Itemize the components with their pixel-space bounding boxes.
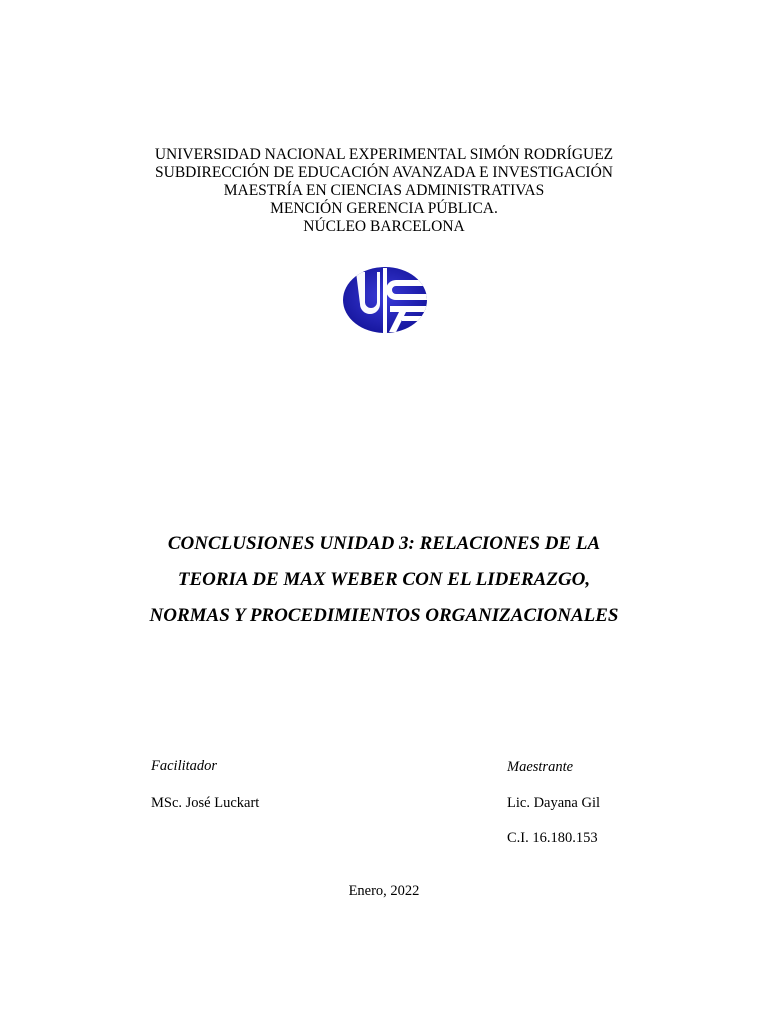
header-line-mention: MENCIÓN GERENCIA PÚBLICA. (270, 200, 498, 217)
header-line-subdirection: SUBDIRECCIÓN DE EDUCACIÓN AVANZADA E INVESTIGACIÓN (155, 164, 613, 181)
title-line-1: CONCLUSIONES UNIDAD 3: RELACIONES DE LA (167, 533, 601, 554)
student-label: Maestrante (507, 759, 574, 775)
header-line-university: UNIVERSIDAD NACIONAL EXPERIMENTAL SIMÓN RODRÍGUEZ (154, 146, 614, 163)
university-logo-icon (342, 266, 428, 334)
title-line-2: TEORIA DE MAX WEBER CON EL LIDERAZGO, (177, 569, 591, 590)
header-line-masters: MAESTRÍA EN CIENCIAS ADMINISTRATIVAS (223, 182, 545, 199)
institution-header (0, 146, 768, 236)
student-name: Lic. Dayana Gil (507, 795, 601, 811)
document-title (0, 526, 768, 634)
header-line-campus: NÚCLEO BARCELONA (303, 218, 465, 235)
student-id: C.I. 16.180.153 (507, 830, 598, 846)
title-line-3: NORMAS Y PROCEDIMIENTOS ORGANIZACIONALES (149, 605, 619, 626)
facilitator-label: Facilitador (151, 758, 218, 774)
facilitator-name: MSc. José Luckart (151, 795, 260, 811)
document-date: Enero, 2022 (348, 883, 420, 899)
